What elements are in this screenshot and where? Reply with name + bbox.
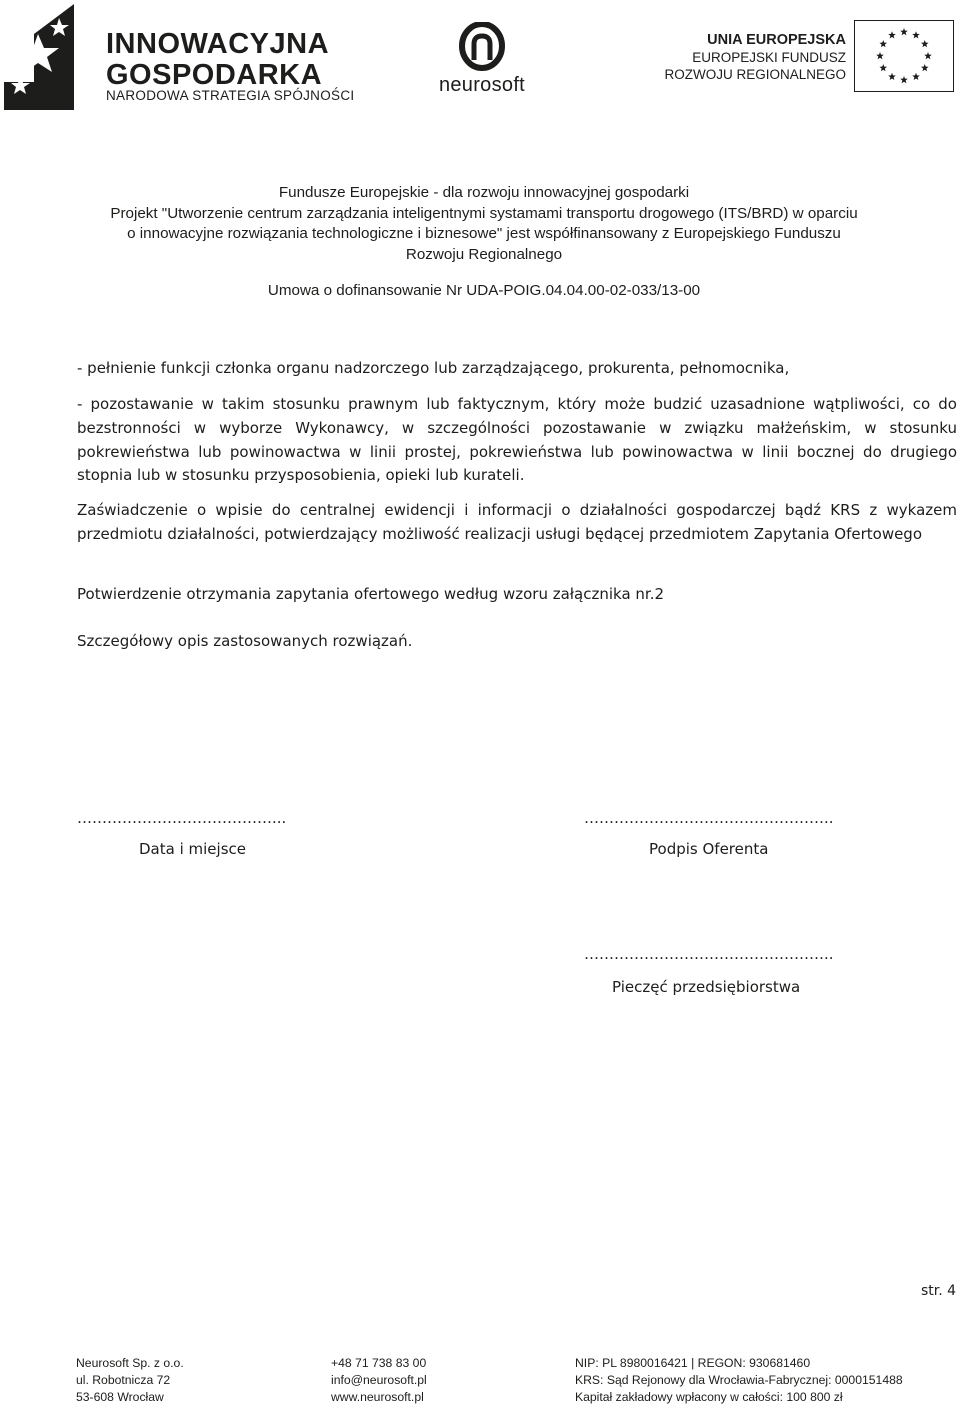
eu-star-icon: [921, 40, 929, 47]
eu-star-icon: [900, 28, 908, 35]
footer-line: NIP: PL 8980016421 | REGON: 930681460: [575, 1356, 811, 1370]
eu-star-icon: [876, 52, 884, 59]
eu-star-icon: [888, 73, 896, 80]
eu-flag-icon: [854, 20, 954, 92]
paragraph-5: Szczegółowy opis zastosowanych rozwiązań.: [77, 632, 413, 650]
eu-star-icon: [924, 52, 932, 59]
eu-star-icon: [921, 64, 929, 71]
neurosoft-wordmark: neurosoft: [438, 74, 526, 96]
eu-star-icon: [900, 76, 908, 83]
neurosoft-logo: [430, 22, 534, 98]
footer-line: www.neurosoft.pl: [331, 1390, 424, 1404]
signature-dots: …………………………………………..: [584, 809, 834, 827]
footer-line: info@neurosoft.pl: [331, 1373, 427, 1387]
logo-line-2: GOSPODARKA: [106, 59, 323, 91]
footer-registration: [575, 1355, 903, 1406]
eu-star-icon: [879, 64, 887, 71]
stamp-label: Pieczęć przedsiębiorstwa: [612, 978, 801, 996]
ue-line-3: ROZWOJU REGIONALNEGO: [664, 67, 846, 82]
page-number: str. 4: [920, 1283, 956, 1299]
ue-line-2: EUROPEJSKI FUNDUSZ: [692, 50, 846, 65]
project-line: Fundusze Europejskie - dla rozwoju innowacyjnej gospodarki: [278, 184, 690, 201]
ue-line-1: UNIA EUROPEJSKA: [707, 32, 846, 48]
signature-label: Podpis Oferenta: [649, 840, 769, 858]
eu-star-icon: [912, 73, 920, 80]
footer-line: Kapitał zakładowy wpłacony w całości: 100 800 zł: [575, 1390, 843, 1404]
paragraph-2: - pozostawanie w takim stosunku prawnym lub faktycznym, który może budzić uzasadnione wątpliwości, co do bezstronności w wyborze Wykonawcy, w szczególności pozostawanie w związku małżeńskim, w stosunku pokrewieństwa lub powinowactwa w linii prostej, pokrewieństwa lub powinowactwa w linii bocznej do drugiego stopnia lub w stosunku przysposobienia, opieki lub kurateli.: [77, 395, 957, 485]
project-description: [70, 183, 898, 265]
innowacyjna-gospodarka-emblem-icon: [4, 4, 104, 110]
footer-line: ul. Robotnicza 72: [76, 1373, 171, 1387]
stamp-dots: …………………………………………..: [584, 945, 834, 963]
footer-line: 53-608 Wrocław: [76, 1390, 164, 1404]
logo-line-3: NARODOWA STRATEGIA SPÓJNOŚCI: [106, 88, 355, 103]
contract-number: Umowa o dofinansowanie Nr UDA-POIG.04.04.00-02-033/13-00: [267, 282, 701, 299]
project-line: o innowacyjne rozwiązania technologiczne i biznesowe" jest współfinansowany z Europejskiego Funduszu: [127, 225, 841, 242]
neurosoft-emblem-icon: [430, 22, 534, 72]
logo-line-1: INNOWACYJNA: [106, 28, 330, 60]
innowacyjna-gospodarka-logo: [4, 4, 355, 110]
footer-line: +48 71 738 83 00: [331, 1356, 427, 1370]
paragraph-3: Zaświadczenie o wpisie do centralnej ewidencji i informacji o działalności gospodarczej bądź KRS z wykazem przedmiotu działalności, potwierdzający możliwość realizacji usługi będącej przedmiotem Zapytania Ofertowego: [77, 501, 957, 543]
paragraph-1: - pełnienie funkcji członka organu nadzorczego lub zarządzającego, prokurenta, pełnomocnika,: [77, 359, 790, 377]
eu-star-icon: [912, 31, 920, 38]
unia-europejska-logo: [664, 20, 958, 95]
footer-line: Neurosoft Sp. z o.o.: [76, 1356, 184, 1370]
project-line: Rozwoju Regionalnego: [405, 245, 563, 263]
footer-contact: [331, 1355, 427, 1406]
footer-address: [76, 1355, 184, 1406]
eu-star-icon: [888, 31, 896, 38]
eu-star-icon: [879, 40, 887, 47]
footer-line: KRS: Sąd Rejonowy dla Wrocławia-Fabrycznej: 0000151488: [575, 1373, 903, 1387]
paragraph-4: Potwierdzenie otrzymania zapytania ofertowego według wzoru załącznika nr.2: [77, 585, 665, 603]
date-label: Data i miejsce: [139, 840, 246, 858]
date-dots: …………………………………...: [77, 809, 287, 827]
project-line: Projekt "Utworzenie centrum zarządzania inteligentnymi systamami transportu drogowego (ITS/BRD) w oparciu: [110, 204, 858, 222]
